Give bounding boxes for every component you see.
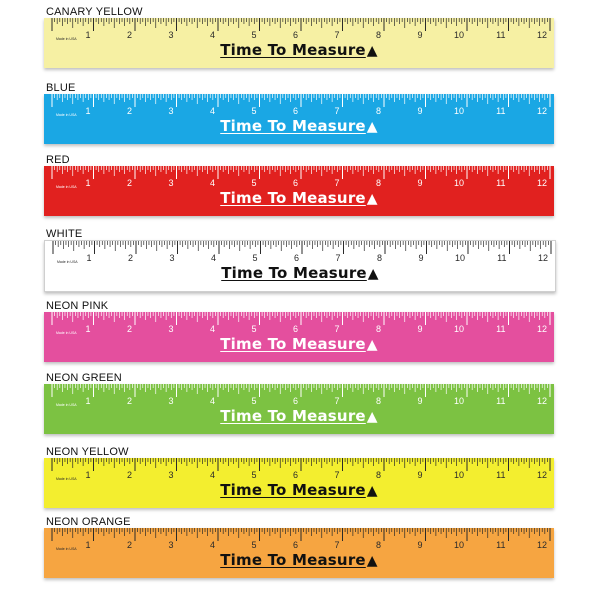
ruler-color-label: WHITE (46, 228, 83, 240)
inch-number: 9 (417, 470, 423, 480)
ruler-item (0, 516, 600, 588)
brand-logo (44, 335, 554, 353)
inch-number: 2 (126, 396, 132, 406)
inch-number: 5 (252, 253, 258, 263)
inch-number: 2 (126, 106, 132, 116)
inch-number: 3 (168, 540, 174, 550)
inch-number: 10 (454, 253, 465, 263)
inch-number: 5 (251, 396, 257, 406)
inch-number: 8 (375, 470, 381, 480)
ruler (44, 384, 554, 434)
inch-number: 4 (209, 396, 215, 406)
inch-number: 9 (417, 30, 423, 40)
ruler-color-label: RED (46, 154, 70, 166)
inch-number: 6 (292, 470, 298, 480)
inch-number: 2 (127, 253, 133, 263)
inch-number: 7 (334, 106, 340, 116)
ruler-color-label: NEON PINK (46, 300, 109, 312)
small-print: Made in USA (57, 260, 78, 264)
inch-number: 8 (375, 540, 381, 550)
inch-number: 3 (169, 253, 175, 263)
brand-text: Time To Measure (221, 264, 367, 282)
inch-number: 7 (334, 540, 340, 550)
inch-number: 3 (168, 106, 174, 116)
ruler-color-label: NEON ORANGE (46, 516, 131, 528)
inch-number: 1 (86, 253, 92, 263)
inch-number: 12 (537, 253, 548, 263)
inch-number: 12 (536, 396, 547, 406)
brand-logo (45, 264, 555, 282)
brand-text: Time To Measure (220, 41, 366, 59)
inch-number: 11 (496, 30, 506, 40)
ruler (44, 18, 554, 68)
house-icon: ▲ (366, 119, 378, 135)
inch-number: 6 (292, 106, 298, 116)
inch-number: 10 (453, 30, 464, 40)
house-icon: ▲ (366, 337, 378, 353)
ruler-item (0, 446, 600, 518)
inch-number: 12 (536, 470, 547, 480)
inch-number: 11 (496, 106, 506, 116)
inch-number: 12 (536, 30, 547, 40)
inch-number: 1 (85, 540, 91, 550)
inch-number: 4 (209, 540, 215, 550)
inch-number: 5 (251, 30, 257, 40)
inch-number: 11 (496, 396, 506, 406)
ruler-color-label: CANARY YELLOW (46, 6, 143, 18)
inch-number: 8 (375, 30, 381, 40)
inch-number: 7 (334, 178, 340, 188)
small-print: Made in USA (56, 113, 77, 117)
inch-number: 9 (417, 106, 423, 116)
ruler-item (0, 82, 600, 154)
inch-number: 6 (292, 324, 298, 334)
inch-number: 2 (126, 540, 132, 550)
inch-number: 1 (85, 106, 91, 116)
small-print: Made in USA (56, 477, 77, 481)
inch-number: 7 (334, 30, 340, 40)
small-print: Made in USA (56, 185, 77, 189)
house-icon: ▲ (366, 409, 378, 425)
brand-text: Time To Measure (220, 117, 366, 135)
inch-number: 12 (536, 324, 547, 334)
inch-number: 3 (168, 470, 174, 480)
inch-number: 3 (168, 324, 174, 334)
inch-number: 4 (210, 253, 216, 263)
inch-number: 2 (126, 178, 132, 188)
inch-number: 11 (496, 178, 506, 188)
inch-number: 2 (126, 30, 132, 40)
inch-number: 9 (418, 253, 424, 263)
inch-number: 1 (85, 396, 91, 406)
inch-number: 3 (168, 30, 174, 40)
inch-number: 10 (453, 470, 464, 480)
brand-text: Time To Measure (220, 481, 366, 499)
inch-number: 10 (453, 540, 464, 550)
ruler-item (0, 228, 600, 300)
inch-number: 8 (375, 178, 381, 188)
ruler-color-label: NEON GREEN (46, 372, 122, 384)
inch-number: 6 (292, 540, 298, 550)
ruler-color-label: NEON YELLOW (46, 446, 129, 458)
brand-text: Time To Measure (220, 335, 366, 353)
house-icon: ▲ (366, 191, 378, 207)
inch-number: 11 (496, 540, 506, 550)
ruler-item (0, 154, 600, 226)
inch-number: 6 (292, 178, 298, 188)
inch-number: 6 (293, 253, 299, 263)
house-icon: ▲ (366, 43, 378, 59)
inch-number: 1 (85, 178, 91, 188)
inch-number: 7 (334, 470, 340, 480)
inch-number: 3 (168, 178, 174, 188)
ruler (44, 166, 554, 216)
small-print: Made in USA (56, 37, 77, 41)
house-icon: ▲ (367, 266, 379, 282)
inch-number: 11 (497, 253, 507, 263)
inch-number: 4 (209, 324, 215, 334)
inch-number: 4 (209, 30, 215, 40)
ruler (44, 458, 554, 508)
brand-text: Time To Measure (220, 189, 366, 207)
brand-logo (44, 481, 554, 499)
inch-number: 11 (496, 324, 506, 334)
inch-number: 10 (453, 178, 464, 188)
ruler-item (0, 6, 600, 78)
inch-number: 10 (453, 106, 464, 116)
inch-number: 8 (375, 324, 381, 334)
house-icon: ▲ (366, 553, 378, 569)
inch-number: 12 (536, 178, 547, 188)
house-icon: ▲ (366, 483, 378, 499)
inch-number: 10 (453, 324, 464, 334)
ruler-color-label: BLUE (46, 82, 76, 94)
inch-number: 7 (334, 396, 340, 406)
inch-number: 8 (375, 396, 381, 406)
brand-logo (44, 407, 554, 425)
inch-number: 3 (168, 396, 174, 406)
inch-number: 7 (335, 253, 341, 263)
brand-logo (44, 41, 554, 59)
inch-number: 11 (496, 470, 506, 480)
inch-number: 9 (417, 324, 423, 334)
inch-number: 6 (292, 30, 298, 40)
inch-number: 5 (251, 106, 257, 116)
small-print: Made in USA (56, 331, 77, 335)
ruler-item (0, 372, 600, 444)
inch-number: 5 (251, 324, 257, 334)
inch-number: 1 (85, 30, 91, 40)
inch-number: 8 (375, 106, 381, 116)
inch-number: 1 (85, 470, 91, 480)
inch-number: 4 (209, 106, 215, 116)
inch-number: 7 (334, 324, 340, 334)
brand-text: Time To Measure (220, 551, 366, 569)
inch-number: 2 (126, 324, 132, 334)
brand-logo (44, 117, 554, 135)
inch-number: 8 (376, 253, 382, 263)
brand-logo (44, 189, 554, 207)
small-print: Made in USA (56, 403, 77, 407)
inch-number: 10 (453, 396, 464, 406)
small-print: Made in USA (56, 547, 77, 551)
brand-text: Time To Measure (220, 407, 366, 425)
ruler (44, 240, 556, 292)
inch-number: 1 (85, 324, 91, 334)
inch-number: 9 (417, 178, 423, 188)
inch-number: 12 (536, 540, 547, 550)
inch-number: 5 (251, 178, 257, 188)
inch-number: 5 (251, 470, 257, 480)
inch-number: 6 (292, 396, 298, 406)
brand-logo (44, 551, 554, 569)
inch-number: 12 (536, 106, 547, 116)
inch-number: 4 (209, 470, 215, 480)
inch-number: 5 (251, 540, 257, 550)
inch-number: 2 (126, 470, 132, 480)
ruler (44, 312, 554, 362)
inch-number: 9 (417, 396, 423, 406)
inch-number: 4 (209, 178, 215, 188)
ruler (44, 528, 554, 578)
ruler-item (0, 300, 600, 372)
inch-number: 9 (417, 540, 423, 550)
ruler (44, 94, 554, 144)
